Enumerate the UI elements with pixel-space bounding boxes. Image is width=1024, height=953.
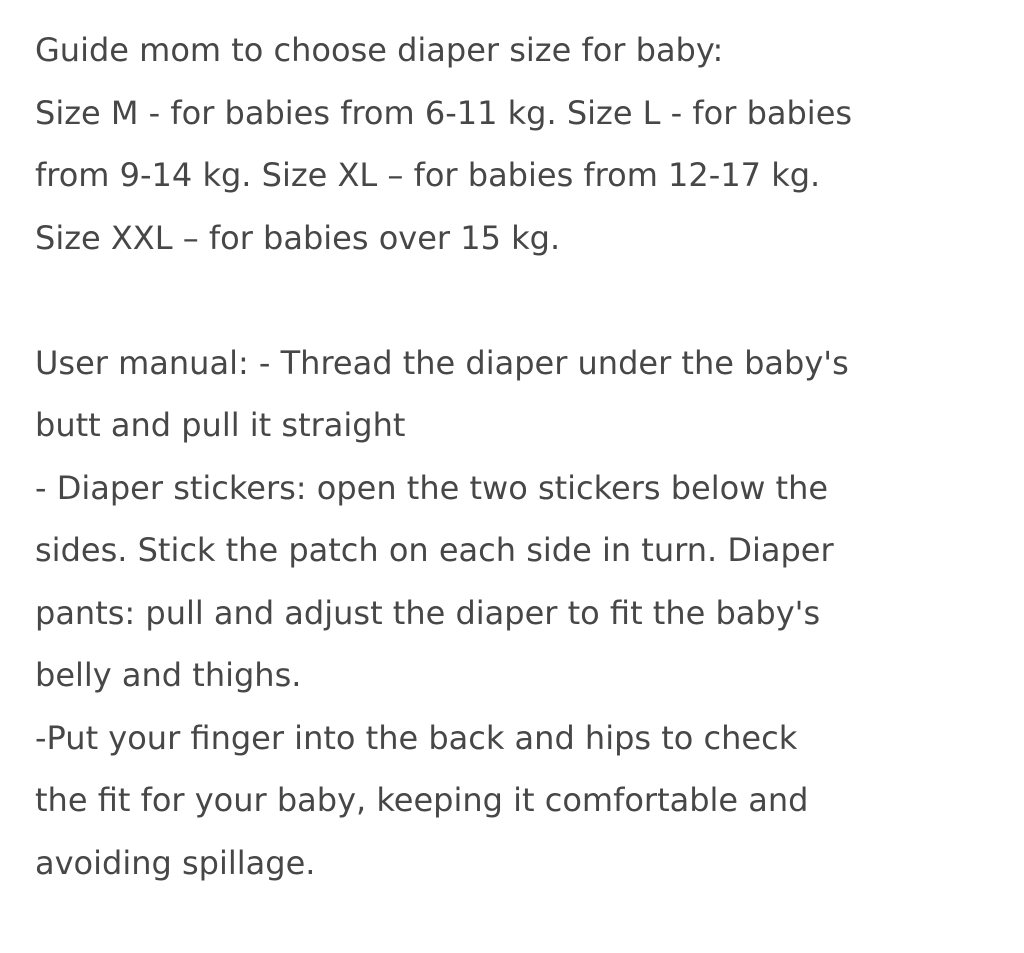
- user-manual-section: [35, 332, 995, 895]
- size-guide-text-line: Size XXL – for babies over 15 kg.: [35, 218, 561, 257]
- user-manual-text-line: belly and thighs.: [35, 656, 302, 694]
- size-guide-heading: Guide mom to choose diaper size for baby:: [35, 31, 724, 69]
- user-manual-text-line: avoiding spillage.: [35, 843, 316, 882]
- product-description: [35, 19, 995, 894]
- size-guide-text-line: Size M - for babies from 6-11 kg. Size L - for babies: [35, 93, 853, 132]
- user-manual-text-line: pants: pull and adjust the diaper to fit the baby's: [35, 593, 821, 632]
- user-manual-text-line: sides. Stick the patch on each side in turn. Diaper: [35, 531, 834, 569]
- size-guide-section: [35, 19, 995, 269]
- size-guide-text-line: from 9-14 kg. Size XL – for babies from 12-17 kg.: [35, 156, 821, 194]
- user-manual-text-line: - Diaper stickers: open the two stickers below the: [35, 468, 829, 507]
- user-manual-text-line: -Put your finger into the back and hips to check: [35, 718, 798, 757]
- user-manual-text-line: the fit for your baby, keeping it comfortable and: [35, 781, 809, 819]
- paragraph-spacer: [35, 269, 995, 332]
- user-manual-text-line: User manual: - Thread the diaper under the baby's: [35, 343, 849, 382]
- user-manual-text-line: butt and pull it straight: [35, 406, 406, 444]
